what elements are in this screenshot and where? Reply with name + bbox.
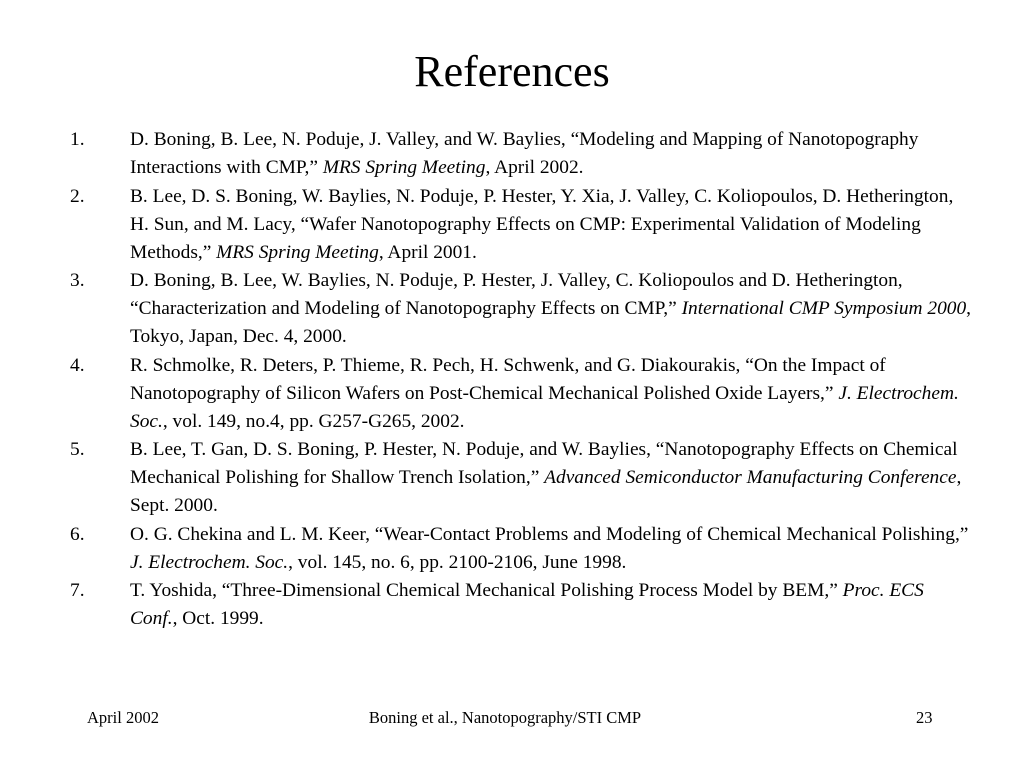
reference-text-tail: , April 2002. bbox=[485, 157, 584, 178]
reference-number: 6. bbox=[70, 523, 85, 545]
slide-title: References bbox=[414, 47, 610, 96]
reference-venue: J. Electrochem. Soc. bbox=[130, 551, 289, 573]
reference-item bbox=[70, 352, 975, 436]
reference-text bbox=[130, 186, 953, 263]
reference-text-main: O. G. Chekina and L. M. Keer, “Wear-Contact Problems and Modeling of Chemical Mechanical Polishing,” bbox=[130, 523, 969, 545]
reference-number: 4. bbox=[70, 354, 85, 376]
reference-text-main: D. Boning, B. Lee, N. Poduje, J. Valley, and W. Baylies, “Modeling and Mapping of Nanotopography Interactions with CMP,” bbox=[130, 129, 919, 178]
reference-text bbox=[130, 524, 968, 573]
footer-date: April 2002 bbox=[87, 708, 159, 727]
reference-text-tail: , vol. 149, no.4, pp. G257-G265, 2002. bbox=[162, 410, 465, 432]
reference-text bbox=[130, 129, 918, 178]
reference-text bbox=[130, 355, 959, 432]
footer-title: Boning et al., Nanotopography/STI CMP bbox=[368, 708, 642, 727]
reference-text-main: R. Schmolke, R. Deters, P. Thieme, R. Pech, H. Schwenk, and G. Diakourakis, “On the Impact of Nanotopography of Silicon Wafers on Post-Chemical Mechanical Polished Oxide Layers,” bbox=[130, 354, 886, 404]
reference-list bbox=[70, 126, 975, 634]
reference-text-main: B. Lee, T. Gan, D. S. Boning, P. Hester, N. Poduje, and W. Baylies, “Nanotopography Effects on Chemical Mechanical Polishing for Shallow Trench Isolation,” bbox=[130, 439, 958, 488]
reference-item bbox=[70, 577, 975, 633]
reference-venue: International CMP Symposium 2000 bbox=[681, 298, 967, 319]
reference-item bbox=[70, 183, 975, 267]
reference-text bbox=[130, 580, 924, 629]
reference-number: 1. bbox=[70, 129, 85, 150]
reference-text-tail: , vol. 145, no. 6, pp. 2100-2106, June 1998. bbox=[288, 551, 627, 573]
reference-number: 5. bbox=[70, 439, 85, 460]
reference-number: 2. bbox=[70, 185, 85, 207]
reference-venue: MRS Spring Meeting bbox=[216, 241, 379, 263]
reference-item bbox=[70, 267, 975, 351]
reference-number: 7. bbox=[70, 580, 85, 601]
reference-item bbox=[70, 126, 975, 182]
page-number: 23 bbox=[916, 708, 933, 727]
reference-text bbox=[130, 439, 961, 516]
reference-text-main: B. Lee, D. S. Boning, W. Baylies, N. Poduje, P. Hester, Y. Xia, J. Valley, C. Koliopoulos, D. Hetherington, H. Sun, and M. Lacy, “Wafer Nanotopography Effects on CMP: Experimental Validation of Modeling Methods,” bbox=[130, 185, 954, 263]
reference-text-main: D. Boning, B. Lee, W. Baylies, N. Poduje, P. Hester, J. Valley, C. Koliopoulos and D. Hetherington, “Characterization and Modeling of Nanotopography Effects on CMP,” bbox=[130, 270, 903, 319]
reference-item bbox=[70, 521, 975, 577]
reference-text-main: T. Yoshida, “Three-Dimensional Chemical Mechanical Polishing Process Model by BEM,” bbox=[130, 580, 843, 601]
reference-venue: J. Electrochem. Soc. bbox=[130, 382, 959, 432]
reference-text-tail: , April 2001. bbox=[378, 241, 477, 263]
reference-venue: MRS Spring Meeting bbox=[322, 157, 486, 178]
reference-item bbox=[70, 436, 975, 520]
reference-venue: Advanced Semiconductor Manufacturing Conference bbox=[544, 467, 957, 488]
reference-text-tail: , Sept. 2000. bbox=[130, 467, 962, 516]
reference-number: 3. bbox=[70, 270, 85, 291]
reference-text-tail: , Tokyo, Japan, Dec. 4, 2000. bbox=[130, 298, 972, 347]
reference-venue: Proc. ECS Conf. bbox=[130, 580, 924, 629]
reference-text-tail: , Oct. 1999. bbox=[172, 608, 264, 629]
reference-text bbox=[130, 270, 971, 347]
